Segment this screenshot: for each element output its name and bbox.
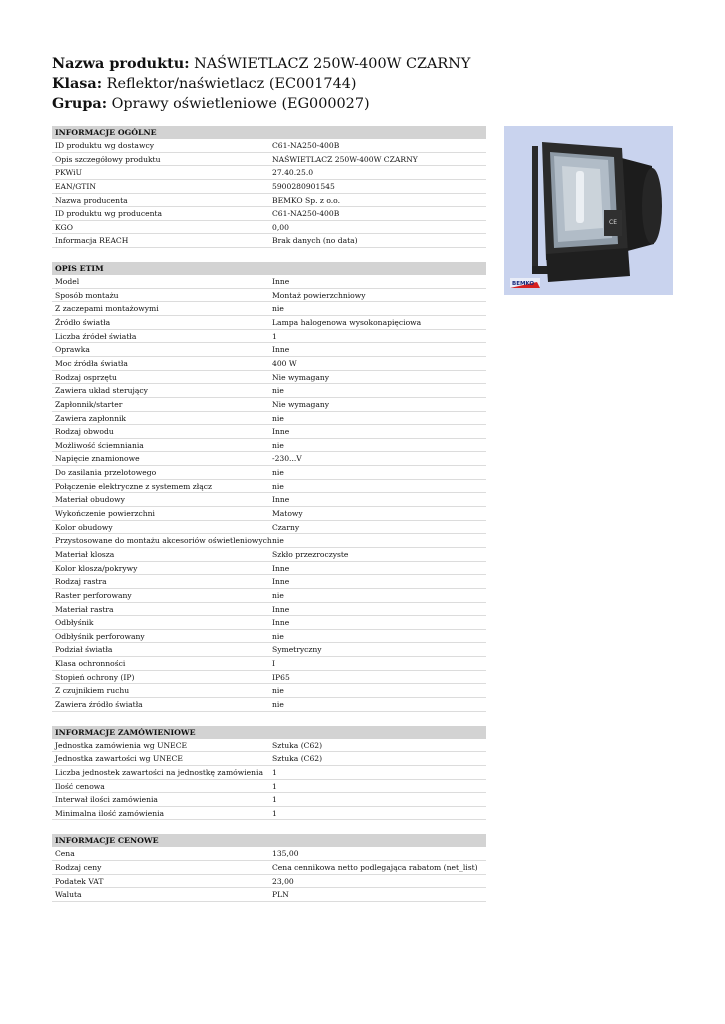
row-label: Liczba jednostek zawartości na jednostkę zamówienia [55,767,263,777]
product-name-key: Nazwa produktu: [52,55,190,72]
row-value: BEMKO Sp. z o.o. [272,195,341,205]
table-row [52,521,486,535]
row-label: Liczba źródeł światła [55,331,137,341]
table-row [52,657,486,671]
row-value: 1 [272,331,277,341]
row-label: EAN/GTIN [55,181,97,191]
product-class-value: Reflektor/naświetlacz (EC001744) [106,76,357,92]
lamp-bulb [576,171,584,223]
row-label: Materiał klosza [55,549,115,559]
table-row [52,780,486,794]
row-label: Nazwa producenta [55,195,128,205]
table-row [52,289,486,303]
ce-mark: CE [609,219,617,226]
table-row [52,180,486,194]
row-value: Montaż powierzchniowy [272,290,366,300]
row-value: 1 [272,808,277,818]
row-label: Rodzaj ceny [55,863,102,873]
table-row [52,207,486,221]
row-value: 0,00 [272,222,289,232]
table-row [52,439,486,453]
table-row [52,562,486,576]
table-row [52,739,486,753]
row-value: nie [272,536,284,546]
table-row [52,752,486,766]
table-row [52,234,486,248]
table-row [52,139,486,153]
row-value: nie [272,304,284,314]
product-name-line [52,54,692,74]
section-title: INFORMACJE ZAMÓWIENIOWE [52,726,486,739]
spec-tables [52,126,486,916]
row-label: Informacja REACH [55,236,129,246]
table-row [52,412,486,426]
row-value: nie [272,686,284,696]
row-value: Inne [272,495,290,505]
row-value: Inne [272,604,290,614]
row-value: Szkło przezroczyste [272,549,349,559]
table-row [52,875,486,889]
row-label: Klasa ochronności [55,659,126,669]
product-group-key: Grupa: [52,95,108,112]
row-label: Odbłyśnik [55,618,94,628]
table-row [52,807,486,821]
row-value: Inne [272,277,290,287]
row-value: 5900280901545 [272,181,335,191]
table-row [52,384,486,398]
table-row [52,671,486,685]
row-value: nie [272,386,284,396]
row-value: 23,00 [272,876,294,886]
row-label: Zawiera zapłonnik [55,413,127,423]
row-label: Ilość cenowa [55,781,105,791]
product-header [52,54,692,114]
table-row [52,357,486,371]
row-label: Stopień ochrony (IP) [55,672,135,682]
row-value: Nie wymagany [272,372,330,382]
product-class-line [52,74,692,94]
table-row [52,616,486,630]
row-label: Rodzaj rastra [55,577,107,587]
table-row [52,343,486,357]
row-label: Do zasilania przelotowego [55,468,157,478]
row-value: nie [272,413,284,423]
row-label: Zapłonnik/starter [55,399,123,409]
row-value: Lampa halogenowa wysokonapięciowa [272,318,422,328]
spec-section [52,126,486,248]
row-value: Inne [272,563,290,573]
table-row [52,194,486,208]
row-value: 1 [272,781,277,791]
row-value: -230...V [272,454,302,464]
row-value: Inne [272,618,290,628]
table-row [52,507,486,521]
row-value: IP65 [272,672,290,682]
spec-section [52,834,486,902]
bracket-left [532,146,538,274]
table-row [52,302,486,316]
table-row [52,330,486,344]
row-value: PLN [272,890,289,900]
product-group-value: Oprawy oświetleniowe (EG000027) [111,96,370,112]
table-row [52,698,486,712]
table-row [52,861,486,875]
section-title: INFORMACJE CENOWE [52,834,486,847]
table-row [52,548,486,562]
table-row [52,603,486,617]
table-row [52,221,486,235]
table-row [52,684,486,698]
row-label: Napięcie znamionowe [55,454,140,464]
row-value: Inne [272,577,290,587]
row-label: ID produktu wg producenta [55,209,163,219]
row-value: Czarny [272,522,300,532]
row-label: Moc źródła światła [55,358,128,368]
table-row [52,766,486,780]
row-label: Możliwość ściemniania [55,440,144,450]
product-class-key: Klasa: [52,75,103,92]
row-label: Podział światła [55,645,113,655]
row-value: Inne [272,427,290,437]
row-label: Cena [55,849,75,859]
table-row [52,888,486,902]
table-row [52,398,486,412]
row-value: Nie wymagany [272,399,330,409]
row-value: Sztuka (C62) [272,754,323,764]
table-row [52,480,486,494]
row-value: 135,00 [272,849,299,859]
table-row [52,153,486,167]
table-row [52,275,486,289]
row-label: PKWiU [55,168,83,178]
section-title: INFORMACJE OGÓLNE [52,126,486,139]
table-row [52,793,486,807]
row-value: nie [272,440,284,450]
product-name-value: NAŚWIETLACZ 250W-400W CZARNY [194,56,471,72]
row-label: Rodzaj obwodu [55,427,114,437]
bemko-logo [510,278,540,288]
row-label: Raster perforowany [55,590,132,600]
row-label: Materiał obudowy [55,495,125,505]
row-value: I [272,659,275,669]
product-group-line [52,94,692,114]
row-label: Połączenie elektryczne z systemem złącz [55,481,212,491]
row-label: Wykończenie powierzchni [55,509,155,519]
product-photo [504,126,673,295]
row-value: Sztuka (C62) [272,740,323,750]
row-value: Symetryczny [272,645,322,655]
row-value: Inne [272,345,290,355]
table-row [52,847,486,861]
table-row [52,316,486,330]
row-value: 27.40.25.0 [272,168,314,178]
table-row [52,452,486,466]
row-label: Źródło światła [55,318,111,328]
row-value: 1 [272,767,277,777]
row-value: nie [272,590,284,600]
row-label: Zawiera układ sterujący [55,386,148,396]
row-value: 1 [272,795,277,805]
row-value: nie [272,481,284,491]
table-row [52,630,486,644]
row-label: Rodzaj osprzętu [55,372,117,382]
row-label: Opis szczegółowy produktu [55,154,161,164]
housing-back [642,168,662,244]
row-value: 400 W [272,358,297,368]
row-label: Minimalna ilość zamówienia [55,808,165,818]
row-label: Przystosowane do montażu akcesoriów oświetleniowych [55,536,272,546]
svg-text:BEMKO: BEMKO [512,281,535,287]
section-title: OPIS ETIM [52,262,486,275]
row-label: Odbłyśnik perforowany [55,631,145,641]
row-label: Z czujnikiem ruchu [55,686,130,696]
table-row [52,589,486,603]
table-row [52,466,486,480]
row-value: nie [272,699,284,709]
table-row [52,371,486,385]
row-value: nie [272,631,284,641]
spec-section [52,262,486,712]
row-value: C61-NA250-400B [272,141,340,150]
row-label: Zawiera źródło światła [55,699,143,709]
row-label: Materiał rastra [55,604,114,614]
row-label: Interwał ilości zamówienia [55,795,158,805]
spec-section [52,726,486,821]
gear-box [546,248,630,282]
row-value: Matowy [272,509,303,519]
table-row [52,643,486,657]
floodlight-image [504,126,673,295]
row-label: Sposób montażu [55,290,119,300]
row-value: Cena cennikowa netto podlegająca rabatom (net_list) [272,863,478,873]
row-value: NAŚWIETLACZ 250W-400W CZARNY [272,154,418,164]
row-label: Kolor klosza/pokrywy [55,563,138,573]
row-value: Brak danych (no data) [272,236,358,246]
row-label: Jednostka zamówienia wg UNECE [55,740,188,750]
table-row [52,166,486,180]
row-value: C61-NA250-400B [272,209,340,219]
table-row [52,493,486,507]
row-label: Waluta [55,890,82,900]
table-row [52,534,486,548]
row-label: Z zaczepami montażowymi [55,304,159,314]
table-row [52,575,486,589]
row-value: nie [272,468,284,478]
row-label: ID produktu wg dostawcy [55,141,155,150]
row-label: Model [55,277,80,287]
row-label: Kolor obudowy [55,522,113,532]
table-row [52,425,486,439]
row-label: KGO [55,222,73,232]
row-label: Jednostka zawartości wg UNECE [55,754,183,764]
row-label: Podatek VAT [55,876,104,886]
row-label: Oprawka [55,345,90,355]
